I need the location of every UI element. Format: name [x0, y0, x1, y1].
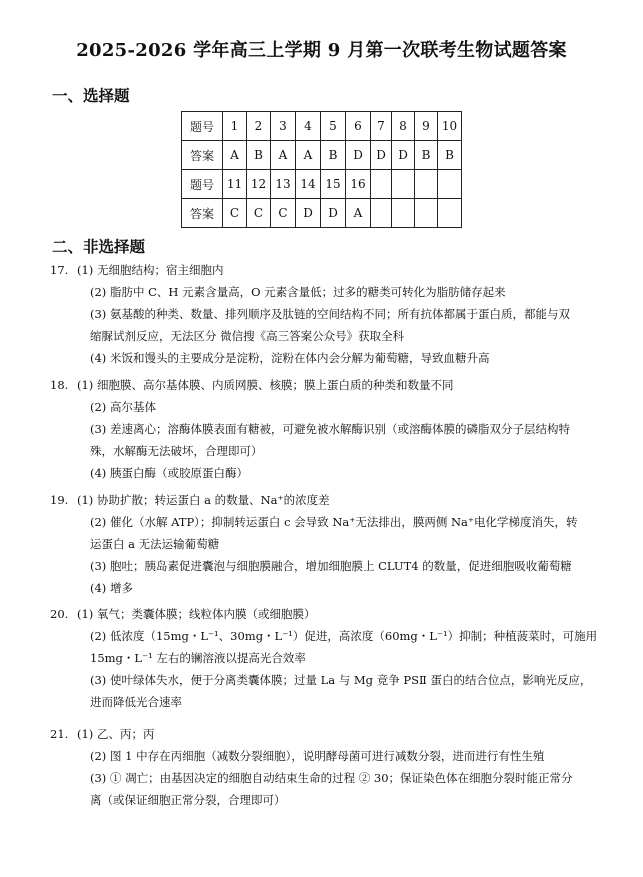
q19-answers	[77, 489, 602, 599]
q18-line-4: (4) 胰蛋白酶（或胶原蛋白酶）	[90, 466, 248, 480]
answer-table-cell: 12	[247, 170, 271, 199]
answer-table-cell: 11	[223, 170, 247, 199]
answer-table-row	[182, 199, 462, 228]
q19-line-3: (3) 胞吐；胰岛素促进囊泡与细胞膜融合，增加细胞膜上 CLUT4 的数量，促进细胞吸收葡萄糖	[90, 559, 572, 573]
answer-table-cell	[392, 170, 415, 199]
answer-table-cell: 8	[392, 112, 415, 141]
answer-table-cell: B	[321, 141, 346, 170]
q17-line-4: (4) 米饭和馒头的主要成分是淀粉，淀粉在体内会分解为葡萄糖，导致血糖升高	[90, 351, 490, 365]
q19-line-2a: (2) 催化（水解 ATP）；抑制转运蛋白 c 会导致 Na⁺无法排出，膜两侧 Na⁺电化学梯度消失，转	[90, 515, 578, 529]
answer-table-cell: 2	[247, 112, 271, 141]
q19-line-1: (1) 协助扩散；转运蛋白 a 的数量、Na⁺的浓度差	[77, 493, 330, 507]
answer-table-cell	[438, 170, 462, 199]
q17-number: 17.	[50, 263, 69, 277]
answer-table-cell: D	[321, 199, 346, 228]
answer-table-cell: 5	[321, 112, 346, 141]
answer-table-cell: B	[247, 141, 271, 170]
answer-table-row	[182, 141, 462, 170]
section-non-choice-heading: 二、非选择题	[52, 237, 146, 256]
q17-line-1: (1) 无细胞结构；宿主细胞内	[77, 263, 224, 277]
q20-answers	[77, 603, 602, 713]
answer-table-cell: 14	[296, 170, 321, 199]
q19-number: 19.	[50, 493, 69, 507]
q20-line-1: (1) 氧气；类囊体膜；线粒体内膜（或细胞膜）	[77, 607, 316, 621]
answer-table-cell	[415, 199, 438, 228]
answer-table-cell: 1	[223, 112, 247, 141]
q17-line-2: (2) 脂肪中 C、H 元素含量高，O 元素含量低；过多的糖类可转化为脂肪储存起来	[90, 285, 506, 299]
answer-table-cell: 6	[346, 112, 371, 141]
q17-line-3b: 缩脲试剂反应，无法区分 微信搜《高三答案公众号》获取全科	[90, 329, 405, 343]
q18-number: 18.	[50, 378, 69, 392]
answer-table-cell	[392, 199, 415, 228]
answer-table-cell: A	[296, 141, 321, 170]
answer-table-cell	[371, 199, 392, 228]
section-multiple-choice-heading: 一、选择题	[52, 86, 130, 105]
q18-line-3a: (3) 差速离心；溶酶体膜表面有糖被，可避免被水解酶识别（或溶酶体膜的磷脂双分子层结构特	[90, 422, 570, 436]
q18-line-1: (1) 细胞膜、高尔基体膜、内质网膜、核膜；膜上蛋白质的种类和数量不同	[77, 378, 454, 392]
answer-table-cell: 16	[346, 170, 371, 199]
answer-table-cell: B	[438, 141, 462, 170]
answer-table-cell: 9	[415, 112, 438, 141]
answer-table-cell	[371, 170, 392, 199]
q21-line-2: (2) 图 1 中存在丙细胞（减数分裂细胞），说明酵母菌可进行减数分裂，进而进行有性生殖	[90, 749, 545, 763]
answer-table-cell: D	[296, 199, 321, 228]
answer-table-cell	[415, 170, 438, 199]
answer-table-cell: D	[346, 141, 371, 170]
answer-table-row	[182, 170, 462, 199]
page-title: 2025-2026 学年高三上学期 9 月第一次联考生物试题答案	[76, 40, 567, 61]
answer-table-cell: C	[247, 199, 271, 228]
q18-answers	[77, 374, 602, 484]
answer-table-row-header: 答案	[182, 199, 223, 228]
answer-table-cell: 4	[296, 112, 321, 141]
answer-table-row	[182, 112, 462, 141]
answer-table-cell: B	[415, 141, 438, 170]
q20-line-3b: 进而降低光合速率	[90, 695, 182, 709]
q20-line-3a: (3) 使叶绿体失水，便于分离类囊体膜；过量 La 与 Mg 竞争 PSⅡ 蛋白的结合位点，影响光反应，	[90, 673, 592, 687]
answer-table-cell	[438, 199, 462, 228]
answer-table-cell: 10	[438, 112, 462, 141]
q17-answers	[77, 259, 602, 369]
q17-line-3a: (3) 氨基酸的种类、数量、排列顺序及肽链的空间结构不同；所有抗体都属于蛋白质，都能与双	[90, 307, 570, 321]
q21-answers	[77, 723, 602, 811]
answer-table-cell: C	[223, 199, 247, 228]
answer-table	[181, 111, 462, 228]
q21-line-3b: 离（或保证细胞正常分裂，合理即可）	[90, 793, 286, 807]
answer-table-row-header: 题号	[182, 112, 223, 141]
q20-line-2b: 15mg・L⁻¹ 左右的镧溶液以提高光合效率	[90, 651, 306, 665]
q21-line-1: (1) 乙、丙；丙	[77, 727, 155, 741]
answer-table-cell: A	[223, 141, 247, 170]
q18-line-2: (2) 高尔基体	[90, 400, 156, 414]
q20-line-2a: (2) 低浓度（15mg・L⁻¹、30mg・L⁻¹）促进，高浓度（60mg・L⁻¹）抑制；种植菠菜时，可施用	[90, 629, 598, 643]
answer-table-cell: D	[392, 141, 415, 170]
answer-table-cell: D	[371, 141, 392, 170]
answer-table-cell: 13	[271, 170, 296, 199]
q19-line-2b: 运蛋白 a 无法运输葡萄糖	[90, 537, 220, 551]
answer-table-cell: A	[346, 199, 371, 228]
q19-line-4: (4) 增多	[90, 581, 133, 595]
answer-table-row-header: 题号	[182, 170, 223, 199]
answer-table-cell: 7	[371, 112, 392, 141]
q21-line-3a: (3) ① 凋亡；由基因决定的细胞自动结束生命的过程 ② 30；保证染色体在细胞分裂时能正常分	[90, 771, 573, 785]
answer-table-cell: C	[271, 199, 296, 228]
answer-table-cell: 15	[321, 170, 346, 199]
answer-table-row-header: 答案	[182, 141, 223, 170]
answer-table-cell: 3	[271, 112, 296, 141]
q18-line-3b: 殊，水解酶无法破坏，合理即可）	[90, 444, 263, 458]
answer-table-cell: A	[271, 141, 296, 170]
q21-number: 21.	[50, 727, 69, 741]
q20-number: 20.	[50, 607, 69, 621]
